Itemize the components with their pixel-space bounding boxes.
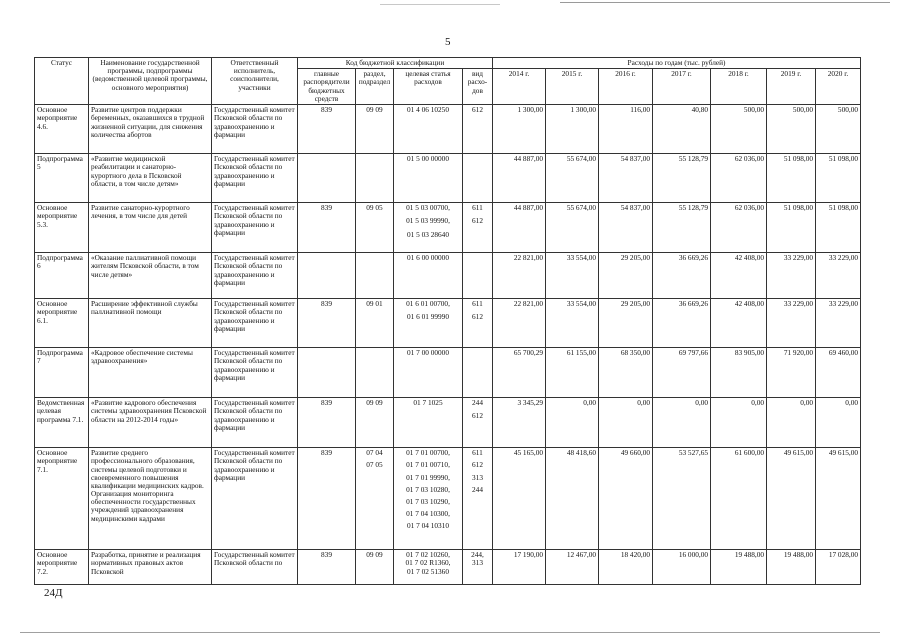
cell-name: Развитие санаторно-курортного лечения, в том числе для детей <box>89 203 212 253</box>
section-code: 09 09 <box>366 398 383 408</box>
header-year-2018: 2018 г. <box>711 69 767 105</box>
target-code: 01 6 01 00700, <box>406 299 450 309</box>
cell-value-2016: 18 420,00 <box>599 550 653 585</box>
target-code: 01 5 03 28640 <box>407 229 449 239</box>
cell-status: Основное мероприятие 4.6. <box>35 105 89 154</box>
cell-value-2014: 17 190,00 <box>493 550 546 585</box>
expense-type-code: 611 <box>472 299 483 309</box>
cell-value-2014: 45 165,00 <box>493 448 546 550</box>
cell-executor: Государственный комитет Псковской области по здравоохранению и фармации <box>212 398 298 448</box>
cell-name: Расширение эффективной службы паллиативной помощи <box>89 299 212 348</box>
cell-target <box>394 154 463 203</box>
target-code: 01 7 03 10290, <box>406 496 450 506</box>
cell-value-2015: 1 300,00 <box>546 105 599 154</box>
cell-executor: Государственный комитет Псковской области по здравоохранению и фармации <box>212 105 298 154</box>
expense-type-code: 612 <box>472 460 483 470</box>
header-expense-type: вид расхо-дов <box>463 69 493 105</box>
cell-value-2018: 500,00 <box>711 105 767 154</box>
cell-section <box>356 253 394 299</box>
cell-section <box>356 550 394 585</box>
cell-value-2016: 49 660,00 <box>599 448 653 550</box>
cell-name: Развитие среднего профессионального образования, системы целевой подготовки и своевременного повышения квалификации медицинских кадров. Организация мониторинга обеспеченности государственных учреждений здравоохранения медицинскими кадрами <box>89 448 212 550</box>
cell-value-2016: 116,00 <box>599 105 653 154</box>
cell-target <box>394 105 463 154</box>
section-code: 07 05 <box>366 460 383 470</box>
cell-value-2020: 0,00 <box>816 398 861 448</box>
cell-executor: Государственный комитет Псковской области по здравоохранению и фармации <box>212 299 298 348</box>
cell-name: Развитие центров поддержки беременных, оказавшихся в трудной жизненной ситуации, для снижения количества абортов <box>89 105 212 154</box>
cell-value-2016: 0,00 <box>599 398 653 448</box>
target-code: 01 5 03 99990, <box>406 216 450 226</box>
header-grbs: главные распорядители бюджетных средств <box>298 69 356 105</box>
cell-value-2016: 54 837,00 <box>599 154 653 203</box>
table-row <box>35 105 861 154</box>
cell-status: Ведомственная целевая программа 7.1. <box>35 398 89 448</box>
expense-type-code: 313 <box>472 558 483 568</box>
cell-status: Основное мероприятие 7.1. <box>35 448 89 550</box>
cell-value-2018: 42 408,00 <box>711 299 767 348</box>
cell-value-2020: 500,00 <box>816 105 861 154</box>
cell-value-2014: 44 887,00 <box>493 154 546 203</box>
target-code: 01 6 00 00000 <box>407 253 449 263</box>
header-year-2014: 2014 г. <box>493 69 546 105</box>
budget-table <box>34 57 861 585</box>
target-code: 01 5 03 00700, <box>406 203 450 213</box>
cell-executor: Государственный комитет Псковской области по здравоохранению и фармации <box>212 448 298 550</box>
cell-value-2015: 33 554,00 <box>546 299 599 348</box>
cell-value-2014: 65 700,29 <box>493 348 546 398</box>
cell-value-2018: 62 036,00 <box>711 154 767 203</box>
cell-name: «Развитие медицинской реабилитации и санаторно-курортного дела в Псковской области, в том числе детям» <box>89 154 212 203</box>
cell-name: «Кадровое обеспечение системы здравоохранения» <box>89 348 212 398</box>
cell-value-2017: 40,80 <box>653 105 711 154</box>
table-row <box>35 253 861 299</box>
cell-value-2014: 22 821,00 <box>493 299 546 348</box>
cell-value-2017: 55 128,79 <box>653 203 711 253</box>
expense-type-code: 313 <box>472 472 483 482</box>
cell-grbs <box>298 253 356 299</box>
section-code: 07 04 <box>366 448 383 458</box>
header-year-2020: 2020 г. <box>816 69 861 105</box>
cell-value-2015: 55 674,00 <box>546 154 599 203</box>
cell-value-2020: 17 028,00 <box>816 550 861 585</box>
header-expenses: Расходы по годам (тыс. рублей) <box>493 58 861 69</box>
cell-value-2020: 49 615,00 <box>816 448 861 550</box>
cell-value-2020: 33 229,00 <box>816 299 861 348</box>
cell-status: Подпрограмма 5 <box>35 154 89 203</box>
cell-value-2019: 19 488,00 <box>767 550 816 585</box>
target-code: 01 7 03 10280, <box>406 484 450 494</box>
cell-target <box>394 448 463 550</box>
cell-expense-type <box>463 105 493 154</box>
cell-section <box>356 299 394 348</box>
target-code: 01 7 01 00700, <box>406 448 450 458</box>
cell-target <box>394 550 463 585</box>
cell-name: «Оказание паллиативной помощи жителям Псковской области, в том числе детям» <box>89 253 212 299</box>
cell-value-2017: 36 669,26 <box>653 253 711 299</box>
cell-section <box>356 203 394 253</box>
header-year-2015: 2015 г. <box>546 69 599 105</box>
cell-expense-type <box>463 448 493 550</box>
expense-type-code: 612 <box>472 312 483 322</box>
cell-section <box>356 105 394 154</box>
section-code: 09 09 <box>366 105 383 115</box>
cell-value-2018: 83 905,00 <box>711 348 767 398</box>
cell-value-2015: 0,00 <box>546 398 599 448</box>
table-row <box>35 348 861 398</box>
header-executor: Ответственный исполнитель, соисполнители, участники <box>212 58 298 105</box>
cell-executor: Государственный комитет Псковской области по <box>212 550 298 585</box>
target-code: 01 7 02 51360 <box>407 566 449 576</box>
cell-section <box>356 398 394 448</box>
target-code: 01 5 00 00000 <box>407 154 449 164</box>
cell-status: Подпрограмма 6 <box>35 253 89 299</box>
header-section: раздел, подраздел <box>356 69 394 105</box>
cell-executor: Государственный комитет Псковской области по здравоохранению и фармации <box>212 253 298 299</box>
cell-expense-type <box>463 203 493 253</box>
cell-value-2020: 51 098,00 <box>816 203 861 253</box>
cell-value-2019: 33 229,00 <box>767 299 816 348</box>
target-code: 01 7 04 10310 <box>407 521 449 531</box>
cell-value-2018: 0,00 <box>711 398 767 448</box>
cell-name: Разработка, принятие и реализация нормативных правовых актов Псковской <box>89 550 212 585</box>
cell-value-2019: 33 229,00 <box>767 253 816 299</box>
cell-value-2019: 71 920,00 <box>767 348 816 398</box>
expense-type-code: 244 <box>472 398 483 408</box>
cell-grbs <box>298 154 356 203</box>
target-code: 01 7 00 00000 <box>407 348 449 358</box>
cell-target <box>394 398 463 448</box>
cell-value-2019: 0,00 <box>767 398 816 448</box>
section-code: 09 09 <box>366 550 383 560</box>
cell-value-2015: 48 418,60 <box>546 448 599 550</box>
header-target: целевая статья расходов <box>394 69 463 105</box>
target-code: 01 7 04 10300, <box>406 509 450 519</box>
cell-value-2016: 29 205,00 <box>599 299 653 348</box>
cell-expense-type <box>463 348 493 398</box>
cell-value-2019: 500,00 <box>767 105 816 154</box>
cell-grbs <box>298 348 356 398</box>
cell-executor: Государственный комитет Псковской области по здравоохранению и фармации <box>212 154 298 203</box>
table-row <box>35 398 861 448</box>
cell-value-2016: 54 837,00 <box>599 203 653 253</box>
cell-value-2014: 44 887,00 <box>493 203 546 253</box>
cell-target <box>394 253 463 299</box>
cell-value-2015: 55 674,00 <box>546 203 599 253</box>
header-budget-code: Код бюджетной классификации <box>298 58 493 69</box>
cell-section <box>356 448 394 550</box>
target-code: 01 6 01 99990 <box>407 312 449 322</box>
cell-executor: Государственный комитет Псковской области по здравоохранению и фармации <box>212 348 298 398</box>
cell-value-2019: 51 098,00 <box>767 154 816 203</box>
cell-target <box>394 348 463 398</box>
cell-value-2014: 1 300,00 <box>493 105 546 154</box>
cell-target <box>394 203 463 253</box>
scan-edge-top <box>560 2 890 3</box>
cell-value-2017: 0,00 <box>653 398 711 448</box>
header-name: Наименование государственной программы, подпрограммы (ведомственной целевой программы, основного мероприятия) <box>89 58 212 105</box>
cell-expense-type <box>463 253 493 299</box>
footer-label: 24Д <box>44 587 63 599</box>
cell-section <box>356 154 394 203</box>
cell-status: Основное мероприятие 7.2. <box>35 550 89 585</box>
cell-status: Подпрограмма 7 <box>35 348 89 398</box>
expense-type-code: 611 <box>472 203 483 213</box>
header-year-2017: 2017 г. <box>653 69 711 105</box>
cell-grbs: 839 <box>298 299 356 348</box>
table-row <box>35 154 861 203</box>
cell-expense-type <box>463 154 493 203</box>
cell-name: «Развитие кадрового обеспечения системы здравоохранения Псковской области на 2012-2014 годы» <box>89 398 212 448</box>
cell-value-2018: 61 600,00 <box>711 448 767 550</box>
cell-value-2017: 69 797,66 <box>653 348 711 398</box>
expense-type-code: 612 <box>472 216 483 226</box>
header-year-2019: 2019 г. <box>767 69 816 105</box>
cell-value-2017: 53 527,65 <box>653 448 711 550</box>
table-row <box>35 550 861 585</box>
header-year-2016: 2016 г. <box>599 69 653 105</box>
cell-grbs: 839 <box>298 105 356 154</box>
cell-value-2019: 51 098,00 <box>767 203 816 253</box>
target-code: 01 7 02 10260, <box>406 550 450 560</box>
cell-value-2015: 61 155,00 <box>546 348 599 398</box>
cell-expense-type <box>463 550 493 585</box>
target-code: 01 4 06 10250 <box>407 105 449 115</box>
cell-value-2014: 22 821,00 <box>493 253 546 299</box>
cell-value-2017: 36 669,26 <box>653 299 711 348</box>
expense-type-code: 612 <box>472 105 483 115</box>
target-code: 01 7 01 00710, <box>406 460 450 470</box>
target-code: 01 7 1025 <box>413 398 443 408</box>
cell-value-2018: 42 408,00 <box>711 253 767 299</box>
expense-type-code: 611 <box>472 448 483 458</box>
cell-grbs: 839 <box>298 448 356 550</box>
expense-type-code: 612 <box>472 411 483 421</box>
cell-value-2017: 16 000,00 <box>653 550 711 585</box>
cell-expense-type <box>463 398 493 448</box>
expense-type-code: 244 <box>472 484 483 494</box>
table-row <box>35 448 861 550</box>
cell-value-2015: 12 467,00 <box>546 550 599 585</box>
cell-grbs: 839 <box>298 550 356 585</box>
cell-value-2015: 33 554,00 <box>546 253 599 299</box>
target-code: 01 7 02 R1360, <box>405 558 451 568</box>
section-code: 09 01 <box>366 299 383 309</box>
cell-value-2016: 29 205,00 <box>599 253 653 299</box>
cell-value-2018: 62 036,00 <box>711 203 767 253</box>
cell-value-2014: 3 345,29 <box>493 398 546 448</box>
scan-edge-top-faint <box>380 4 500 5</box>
target-code: 01 7 01 99990, <box>406 472 450 482</box>
cell-status: Основное мероприятие 5.3. <box>35 203 89 253</box>
cell-value-2020: 33 229,00 <box>816 253 861 299</box>
cell-value-2016: 68 350,00 <box>599 348 653 398</box>
cell-grbs: 839 <box>298 203 356 253</box>
expense-type-code: 244, <box>471 550 484 560</box>
cell-value-2020: 69 460,00 <box>816 348 861 398</box>
cell-expense-type <box>463 299 493 348</box>
cell-status: Основное мероприятие 6.1. <box>35 299 89 348</box>
header-status: Статус <box>35 58 89 105</box>
scan-edge-bottom <box>20 632 880 633</box>
cell-value-2020: 51 098,00 <box>816 154 861 203</box>
cell-value-2019: 49 615,00 <box>767 448 816 550</box>
cell-target <box>394 299 463 348</box>
cell-section <box>356 348 394 398</box>
cell-value-2017: 55 128,79 <box>653 154 711 203</box>
page-number: 5 <box>445 36 451 48</box>
cell-executor: Государственный комитет Псковской области по здравоохранению и фармации <box>212 203 298 253</box>
cell-grbs: 839 <box>298 398 356 448</box>
section-code: 09 05 <box>366 203 383 213</box>
table-row <box>35 299 861 348</box>
cell-value-2018: 19 488,00 <box>711 550 767 585</box>
table-row <box>35 203 861 253</box>
